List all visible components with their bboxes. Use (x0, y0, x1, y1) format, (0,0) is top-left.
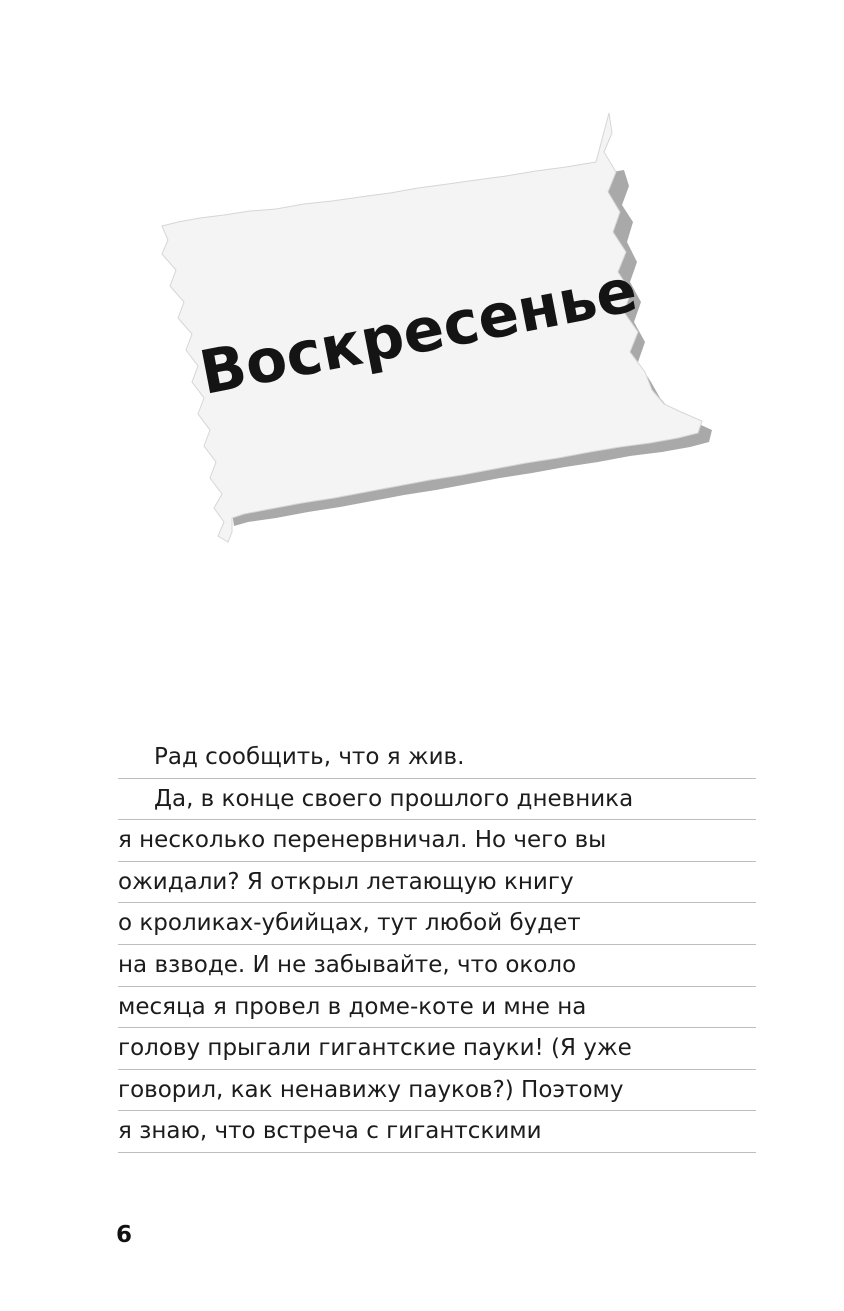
text-line: Рад сообщить, что я жив. (118, 737, 756, 779)
text-line: голову прыгали гигантские пауки! (Я уже (118, 1028, 756, 1070)
text-line: Да, в конце своего прошлого дневника (118, 779, 756, 821)
text-line: о кроликах-убийцах, тут любой будет (118, 903, 756, 945)
text-line: говорил, как ненавижу пауков?) Поэтому (118, 1070, 756, 1112)
text-line: месяца я провел в доме-коте и мне на (118, 987, 756, 1029)
diary-text (118, 737, 756, 1153)
text-line: я несколько перенервничал. Но чего вы (118, 820, 756, 862)
page-number: 6 (116, 1222, 133, 1248)
text-line: я знаю, что встреча с гигантскими (118, 1111, 756, 1153)
note-title: Воскресенье (194, 255, 643, 409)
text-line: на взводе. И не забывайте, что около (118, 945, 756, 987)
text-line: ожидали? Я открыл летающую книгу (118, 862, 756, 904)
